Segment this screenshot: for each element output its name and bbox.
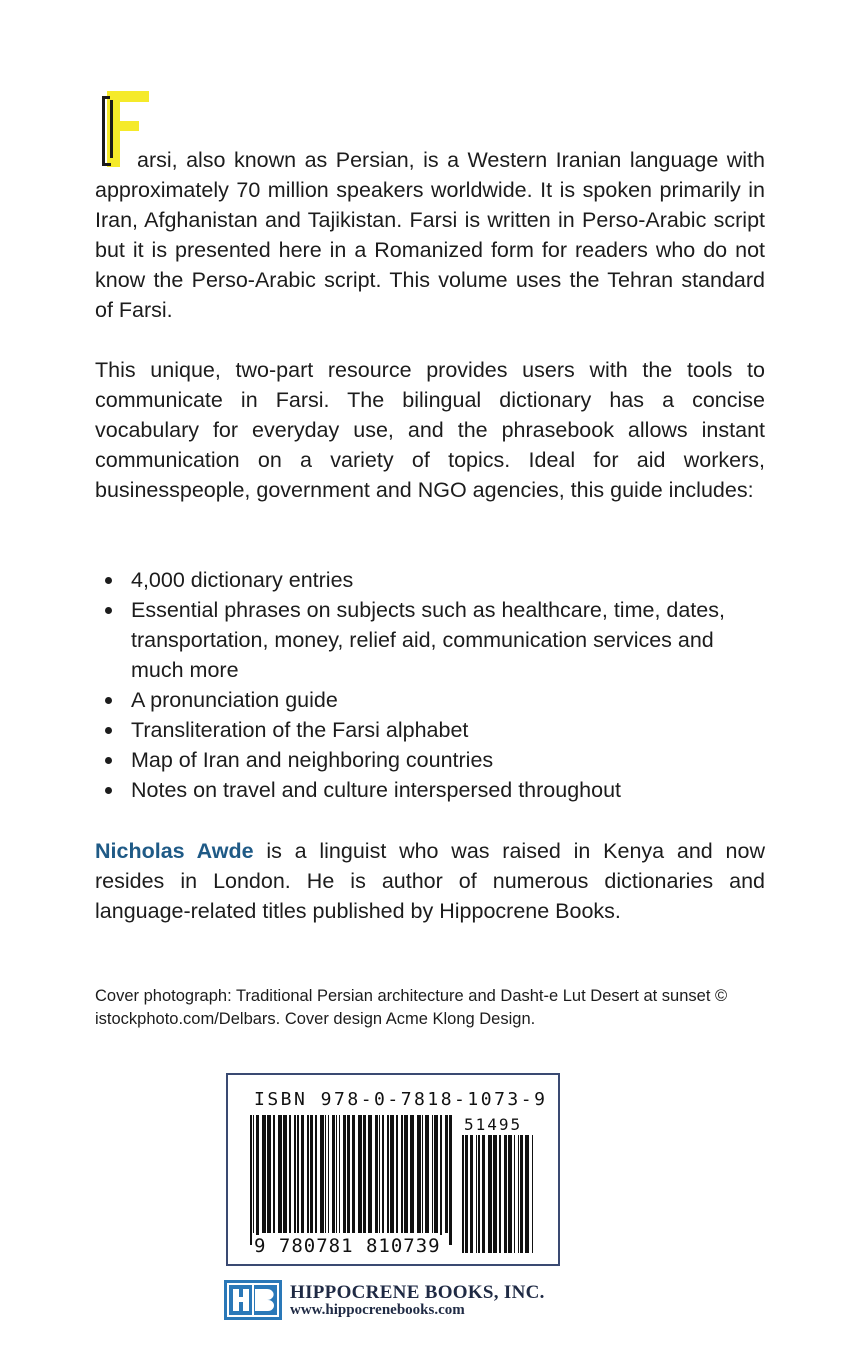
publisher-name: HIPPOCRENE BOOKS, INC. xyxy=(290,1282,545,1303)
barcode-bar xyxy=(343,1115,346,1233)
list-item: Notes on travel and culture interspersed throughout xyxy=(105,775,745,805)
barcode-bar xyxy=(445,1115,448,1233)
intro-paragraph xyxy=(95,145,765,325)
barcode-bar xyxy=(382,1115,384,1233)
barcode-bar xyxy=(273,1115,275,1233)
bullet-dot xyxy=(105,697,112,704)
barcode-bar xyxy=(328,1115,329,1233)
barcode-bar xyxy=(504,1135,507,1253)
isbn-label: ISBN 978-0-7818-1073-9 xyxy=(254,1089,548,1110)
barcode-bar xyxy=(410,1115,414,1233)
barcode-bar xyxy=(256,1115,259,1245)
barcode-bar xyxy=(347,1115,350,1233)
barcode-bar xyxy=(289,1115,291,1233)
list-item: Map of Iran and neighboring countries xyxy=(105,745,745,775)
barcode-bar xyxy=(283,1115,287,1233)
barcode-bar xyxy=(301,1115,304,1233)
barcode-bar xyxy=(352,1115,355,1233)
cover-credit: Cover photograph: Traditional Persian architecture and Dasht-e Lut Desert at sunset © istockphoto.com/Delbars. Cover design Acme Klong Design. xyxy=(95,987,728,1028)
ean-barcode xyxy=(248,1115,453,1255)
barcode-bar xyxy=(440,1115,442,1245)
author-bio-text: is a linguist who was raised in Kenya and now resides in London. He is author of numerous dictionaries and language-related titles published by Hippocrene Books. xyxy=(95,839,765,923)
author-bio xyxy=(95,836,765,926)
ean-digits: 9 780781 810739 xyxy=(254,1235,441,1257)
barcode-bar xyxy=(310,1115,313,1233)
barcode-bar xyxy=(250,1115,252,1245)
list-item: Transliteration of the Farsi alphabet xyxy=(105,715,745,745)
barcode-bar xyxy=(358,1115,362,1233)
feature-list xyxy=(105,565,745,805)
barcode-bar xyxy=(267,1115,271,1233)
barcode-bar xyxy=(325,1115,326,1233)
barcode-bar xyxy=(514,1135,515,1253)
bullet-dot xyxy=(105,727,112,734)
barcode-bar xyxy=(532,1135,533,1253)
barcode-bar xyxy=(307,1115,309,1233)
barcode-bar xyxy=(375,1115,378,1233)
barcode-bar xyxy=(401,1115,403,1233)
addon-barcode xyxy=(460,1135,536,1253)
list-item: Essential phrases on subjects such as healthcare, time, dates, transportation, money, relief aid, communication services and much more xyxy=(105,595,745,685)
barcode-bar xyxy=(339,1115,340,1233)
author-name: Nicholas Awde xyxy=(95,839,254,863)
list-item: 4,000 dictionary entries xyxy=(105,565,745,595)
barcode-bar xyxy=(422,1115,423,1233)
barcode-bar xyxy=(379,1115,380,1233)
bullet-dot xyxy=(105,757,112,764)
barcode-bar xyxy=(434,1115,438,1233)
barcode-bar xyxy=(465,1135,468,1253)
barcode-bar xyxy=(520,1135,523,1253)
list-item: A pronunciation guide xyxy=(105,685,745,715)
barcode-bar xyxy=(404,1115,408,1233)
barcode-bar xyxy=(508,1135,512,1253)
barcode-bar xyxy=(336,1115,337,1233)
barcode-bar xyxy=(499,1135,501,1253)
barcode-bar xyxy=(390,1115,394,1233)
bullet-dot xyxy=(105,787,112,794)
barcode-bar xyxy=(525,1135,529,1253)
barcode-bar xyxy=(518,1135,519,1253)
barcode-bar xyxy=(488,1135,492,1253)
barcode-bar xyxy=(278,1115,282,1233)
barcode-bar xyxy=(425,1115,429,1233)
barcode-bar xyxy=(417,1115,421,1233)
barcode-bar xyxy=(320,1115,324,1233)
barcode-bar xyxy=(315,1115,317,1233)
intro-text: arsi, also known as Persian, is a Western Iranian language with approximately 70 million speakers worldwide. It is spoken primarily in Iran, Afghanistan and Tajikistan. Farsi is written in Perso-Arabic script but it is presented here in a Romanized form for readers who do not know the Perso-Arabic script. This volume uses the Tehran standard of Farsi. xyxy=(95,148,765,322)
barcode-bar xyxy=(253,1115,254,1233)
barcode-bar xyxy=(478,1135,480,1253)
publisher-url: www.hippocrenebooks.com xyxy=(290,1302,465,1318)
barcode-bar xyxy=(462,1135,464,1253)
barcode-box xyxy=(226,1073,560,1266)
barcode-bar xyxy=(470,1135,473,1253)
barcode-bar xyxy=(262,1115,266,1233)
hippocrene-logo-icon xyxy=(224,1280,282,1320)
barcode-bar xyxy=(432,1115,433,1233)
barcode-bar xyxy=(297,1115,299,1233)
description-paragraph: This unique, two-part resource provides users with the tools to communicate in Farsi. The bilingual dictionary has a concise vocabulary for everyday use, and the phrasebook allows instant communication on a variety of topics. Ideal for aid workers, businesspeople, government and NGO agencies, this guide includes: xyxy=(95,358,765,502)
barcode-bar xyxy=(482,1135,485,1253)
price-code: 51495 xyxy=(464,1115,523,1134)
barcode-bar xyxy=(476,1135,477,1253)
publisher-block xyxy=(224,1280,584,1322)
bullet-dot xyxy=(105,607,112,614)
bullet-dot xyxy=(105,577,112,584)
barcode-bar xyxy=(368,1115,372,1233)
barcode-bar xyxy=(387,1115,389,1233)
barcode-bar xyxy=(449,1115,452,1245)
barcode-bar xyxy=(294,1115,296,1233)
barcode-bar xyxy=(396,1115,398,1233)
barcode-bar xyxy=(332,1115,335,1233)
barcode-bar xyxy=(493,1135,497,1253)
barcode-bar xyxy=(363,1115,366,1233)
